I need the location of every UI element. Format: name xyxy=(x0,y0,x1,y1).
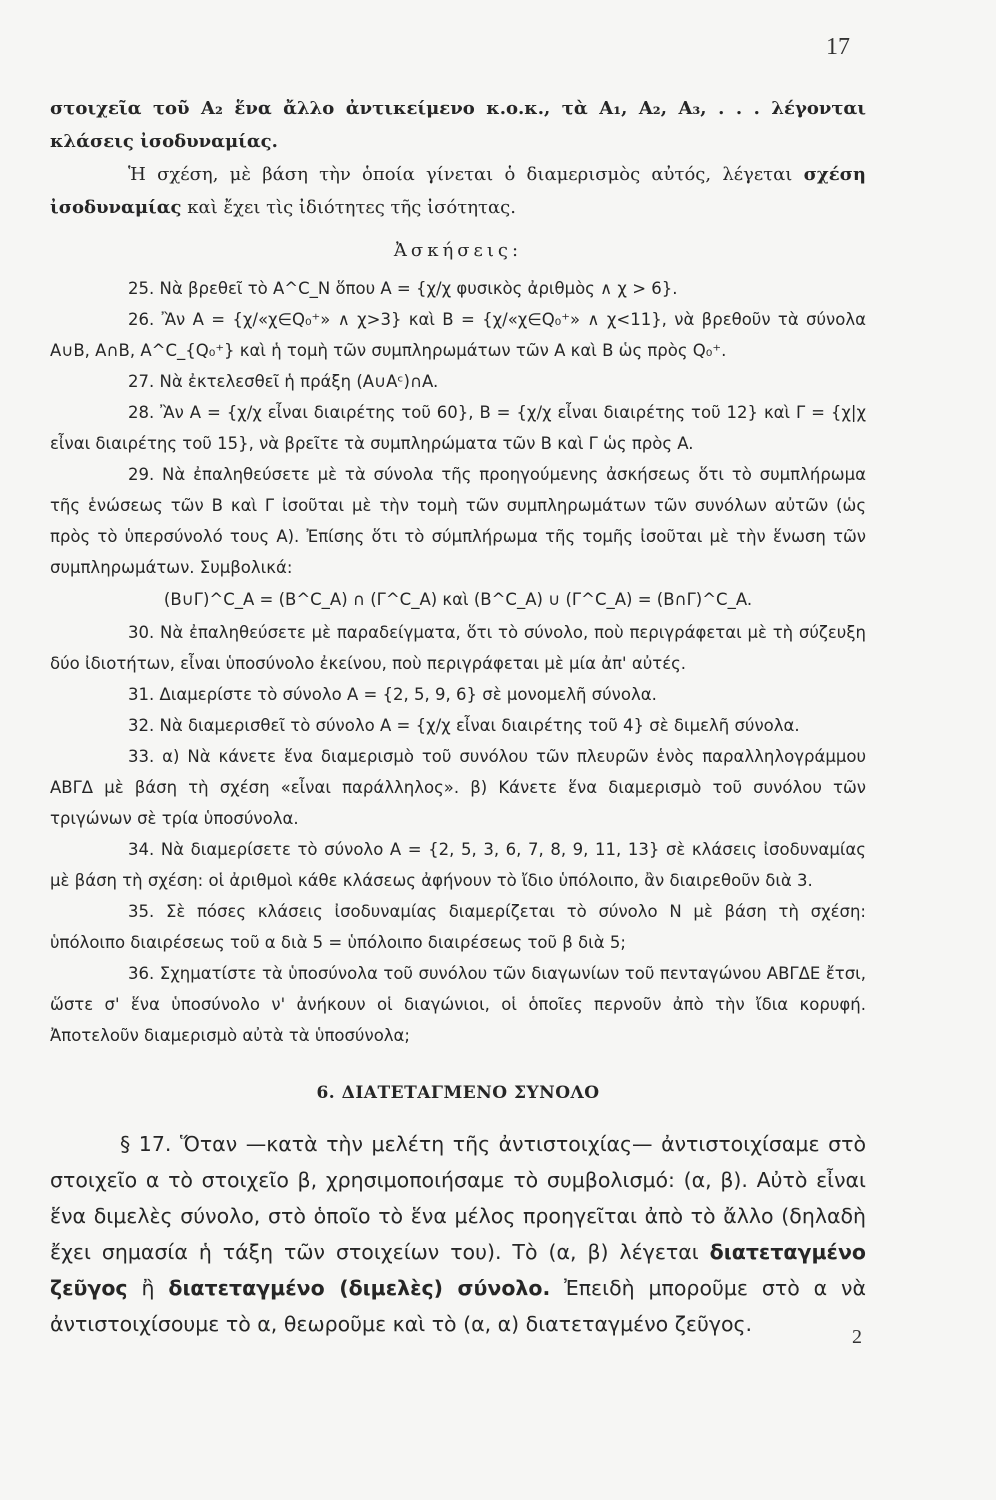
exercise-31: 31. Διαμερίστε τὸ σύνολο A = {2, 5, 9, 6} σὲ μονομελῆ σύνολα. xyxy=(128,685,657,704)
exercises-heading: Ἀσκήσεις: xyxy=(393,240,523,261)
exercise-27: 27. Νὰ ἐκτελεσθεῖ ἡ πράξη (A∪Aᶜ)∩A. xyxy=(128,372,439,391)
section-text-mid: ἢ xyxy=(127,1276,169,1300)
section-paragraph xyxy=(50,1126,866,1342)
intro-paragraph xyxy=(50,158,866,224)
exercise-36: 36. Σχηματίστε τὰ ὑποσύνολα τοῦ συνόλου τῶν διαγωνίων τοῦ πενταγώνου ΑΒΓΔΕ ἔτσι, ὥστε σ' ἕνα ὑποσύνολο ν' ἀνήκουν οἱ διαγώνιοι, οἱ ὁποῖες περνοῦν ἀπὸ τὴν ἴδια κορυφή. Ἀποτελοῦν διαμερισμὸ αὐτὰ τὰ ὑποσύνολα; xyxy=(50,964,866,1045)
page-number-bottom: 2 xyxy=(852,1326,862,1348)
section-bold-term-2: διατεταγμένο (διμελὲς) σύνολο. xyxy=(168,1276,551,1300)
intro-line: στοιχεῖα τοῦ A₂ ἕνα ἄλλο ἀντικείμενο κ.ο.κ., τὰ A₁, A₂, A₃, . . . λέγονται κλάσεις ἰσοδυναμίας. xyxy=(50,98,866,152)
exercise-33: 33. α) Νὰ κάνετε ἕνα διαμερισμὸ τοῦ συνόλου τῶν πλευρῶν ἑνὸς παραλληλογράμμου ΑΒΓΔ μὲ βάση τὴ σχέση «εἶναι παράλληλος». β) Κάνετε ἕνα διαμερισμὸ τοῦ συνόλου τῶν τριγώνων σὲ τρία ὑποσύνολα. xyxy=(50,747,866,828)
exercise-28: 28. Ἂν A = {χ/χ εἶναι διαιρέτης τοῦ 60}, B = {χ/χ εἶναι διαιρέτης τοῦ 12} καὶ Γ = {χ|χ εἶναι διαιρέτης τοῦ 15}, νὰ βρεῖτε τὰ συμπληρώματα τῶν B καὶ Γ ὡς πρὸς A. xyxy=(50,403,866,453)
section-text-1: § 17. Ὅταν —κατὰ τὴν μελέτη τῆς ἀντιστοιχίας— ἀντιστοιχίσαμε στὸ στοιχεῖο α τὸ στοιχεῖο β, χρησιμοποιήσαμε τὸ συμβολισμό: (α, β). Αὐτὸ εἶναι ἕνα διμελὲς σύνολο, στὸ ὁποῖο τὸ ἕνα μέλος προηγεῖται ἀπὸ τὸ ἄλλο (δηλαδὴ ἔχει σημασία ἡ τάξη τῶν στοιχείων του). Τὸ (α, β) λέγεται xyxy=(50,1132,866,1264)
section-title: 6. ΔΙΑΤΕΤΑΓΜΕΝΟ ΣΥΝΟΛΟ xyxy=(316,1083,600,1103)
intro-text-2: καὶ ἔχει τὶς ἰδιότητες τῆς ἰσότητας. xyxy=(181,197,516,218)
intro-bold-term: σχέση ἰσοδυναμίας xyxy=(50,164,866,218)
exercise-29-formula: (B∪Γ)^C_A = (B^C_A) ∩ (Γ^C_A) καὶ (B^C_A) ∪ (Γ^C_A) = (B∩Γ)^C_A. xyxy=(163,590,753,609)
exercise-26: 26. Ἂν A = {χ/«χ∈Q₀⁺» ∧ χ>3} καὶ B = {χ/«χ∈Q₀⁺» ∧ χ<11}, νὰ βρεθοῦν τὰ σύνολα A∪B, A∩B, A^C_{Q₀⁺} καὶ ἡ τομὴ τῶν συμπληρωμάτων τῶν A καὶ B ὡς πρὸς Q₀⁺. xyxy=(50,310,866,360)
exercise-34: 34. Νὰ διαμερίσετε τὸ σύνολο A = {2, 5, 3, 6, 7, 8, 9, 11, 13} σὲ κλάσεις ἰσοδυναμίας μὲ βάση τὴ σχέση: οἱ ἀριθμοὶ κάθε κλάσεως ἀφήνουν τὸ ἴδιο ὑπόλοιπο, ἂν διαιρεθοῦν διὰ 3. xyxy=(50,840,866,890)
exercise-25: 25. Νὰ βρεθεῖ τὸ A^C_N ὅπου A = {χ/χ φυσικὸς ἀριθμὸς ∧ χ > 6}. xyxy=(128,279,678,298)
exercise-35: 35. Σὲ πόσες κλάσεις ἰσοδυναμίας διαμερίζεται τὸ σύνολο N μὲ βάση τὴ σχέση: ὑπόλοιπο διαιρέσεως τοῦ α διὰ 5 = ὑπόλοιπο διαιρέσεως τοῦ β διὰ 5; xyxy=(50,902,866,952)
section-text-2: Ἐπειδὴ μποροῦμε στὸ α νὰ ἀντιστοιχίσουμε τὸ α, θεωροῦμε καὶ τὸ (α, α) διατεταγμένο ζεῦγος. xyxy=(50,1276,866,1336)
page-content xyxy=(50,92,866,1342)
section-bold-term-1: διατεταγμένο ζεῦγος xyxy=(50,1240,866,1300)
intro-text-1: Ἡ σχέση, μὲ βάση τὴν ὁποία γίνεται ὁ διαμερισμὸς αὐτός, λέγεται xyxy=(128,164,804,185)
exercise-30: 30. Νὰ ἐπαληθεύσετε μὲ παραδείγματα, ὅτι τὸ σύνολο, ποὺ περιγράφεται μὲ τὴ σύζευξη δύο ἰδιοτήτων, εἶναι ὑποσύνολο ἐκείνου, ποὺ περιγράφεται μὲ μία ἀπ' αὐτές. xyxy=(50,623,866,673)
exercise-32: 32. Νὰ διαμερισθεῖ τὸ σύνολο A = {χ/χ εἶναι διαιρέτης τοῦ 4} σὲ διμελῆ σύνολα. xyxy=(128,716,800,735)
section-paragraph-body xyxy=(50,1126,866,1342)
page-number-top: 17 xyxy=(826,34,850,60)
exercise-29: 29. Νὰ ἐπαληθεύσετε μὲ τὰ σύνολα τῆς προηγούμενης ἀσκήσεως ὅτι τὸ συμπλήρωμα τῆς ἑνώσεως τῶν B καὶ Γ ἰσοῦται μὲ τὴν τομὴ τῶν συμπληρωμάτων τῶν συνόλων αὐτῶν (ὡς πρὸς τὸ ὑπερσύνολό τους A). Ἐπίσης ὅτι τὸ σύμπλήρωμα τῆς τομῆς ἰσοῦται μὲ τὴν ἕνωση τῶν συμπληρωμάτων. Συμβολικά: xyxy=(50,465,866,577)
